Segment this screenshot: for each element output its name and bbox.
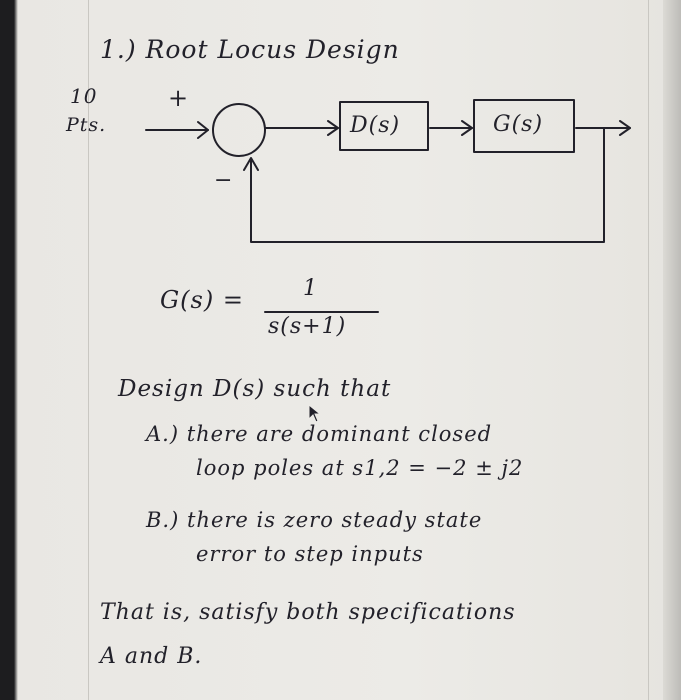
summing-junction [213,104,265,156]
tf-lhs: G(s) = [160,286,244,314]
G-block-label: G(s) [493,112,544,137]
spec-b-line1: B.) there is zero steady state [146,508,483,532]
input-value: 10 [70,84,98,108]
tf-denominator: s(s+1) [268,314,347,339]
D-block-label: D(s) [350,113,401,138]
spec-b-line2: error to step inputs [196,542,424,566]
spec-a-line1: A.) there are dominant closed [146,422,493,446]
minus-sign: − [214,168,234,193]
spec-a-line2: loop poles at s1,2 = −2 ± j2 [196,456,524,480]
task-intro: Design D(s) such that [118,376,392,402]
tf-numerator: 1 [303,276,318,301]
mouse-cursor-icon [308,404,322,424]
summary-line2: A and B. [100,644,203,669]
plus-sign: + [168,84,190,112]
input-unit: Pts. [66,114,107,136]
problem-title: 1.) Root Locus Design [100,35,400,64]
summary-line1: That is, satisfy both specifications [100,600,516,625]
